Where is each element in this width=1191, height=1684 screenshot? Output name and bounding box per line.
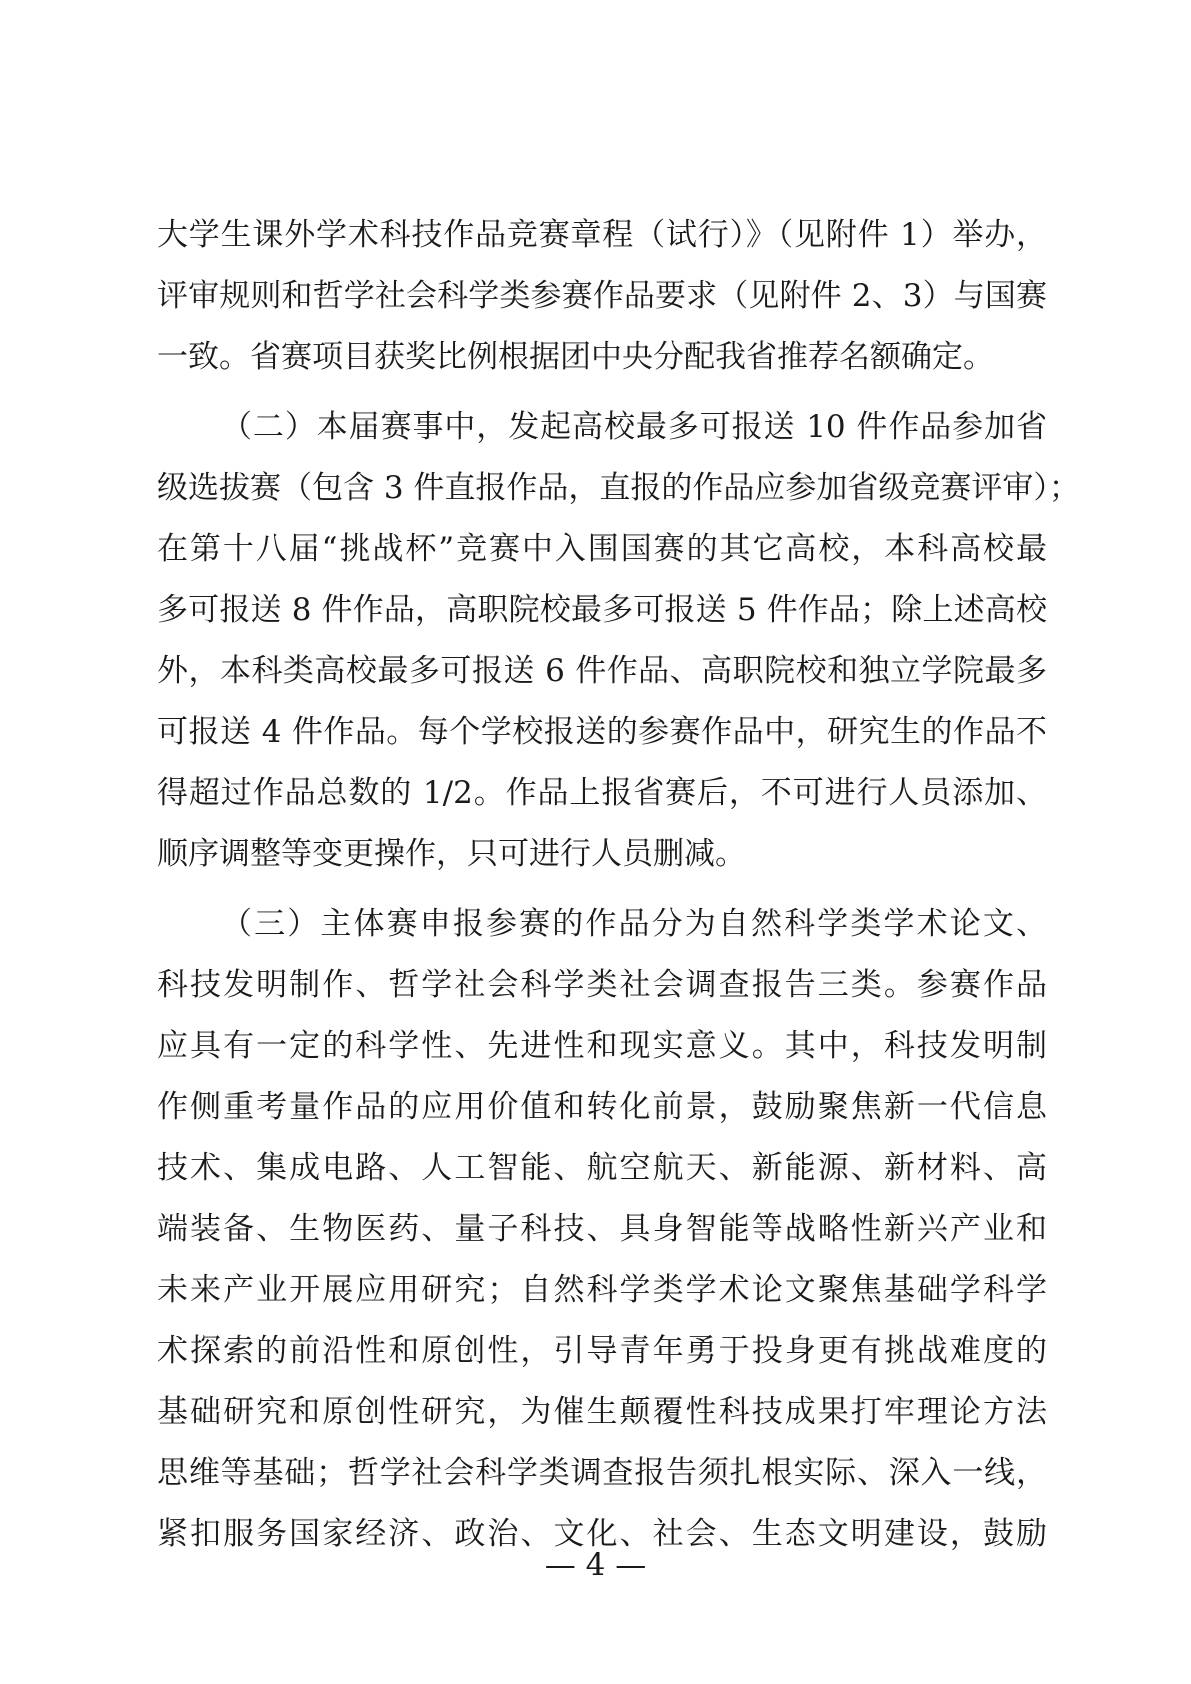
text-line: 技术、集成电路、人工智能、航空航天、新能源、新材料、高 <box>157 1150 1047 1186</box>
text-line: 基础研究和原创性研究，为催生颠覆性科技成果打牢理论方法 <box>157 1394 1047 1430</box>
text-line: 级选拔赛（包含 3 件直报作品，直报的作品应参加省级竞赛评审）； <box>157 470 1080 506</box>
text-line: 外，本科类高校最多可报送 6 件作品、高职院校和独立学院最多 <box>157 653 1047 689</box>
text-line: 多可报送 8 件作品，高职院校最多可报送 5 件作品；除上述高校 <box>157 592 1047 628</box>
text-line: 端装备、生物医药、量子科技、具身智能等战略性新兴产业和 <box>157 1211 1047 1247</box>
text-line: （三）主体赛申报参赛的作品分为自然科学类学术论文、 <box>221 906 1047 942</box>
text-line: 思维等基础；哲学社会科学类调查报告须扎根实际、深入一线， <box>157 1455 1047 1491</box>
text-line: 紧扣服务国家经济、政治、文化、社会、生态文明建设，鼓励 <box>157 1516 1047 1552</box>
page-number: — 4 — <box>544 1547 647 1583</box>
text-line: 得超过作品总数的 1/2。作品上报省赛后，不可进行人员添加、 <box>157 775 1047 811</box>
text-line: 评审规则和哲学社会科学类参赛作品要求（见附件 2、3）与国赛 <box>157 278 1047 314</box>
text-line: （二）本届赛事中，发起高校最多可报送 10 件作品参加省 <box>221 409 1047 445</box>
paragraph-2 <box>157 397 1080 885</box>
paragraph-3 <box>157 894 1047 1565</box>
text-line: 术探索的前沿性和原创性，引导青年勇于投身更有挑战难度的 <box>157 1333 1047 1369</box>
text-line: 可报送 4 件作品。每个学校报送的参赛作品中，研究生的作品不 <box>157 714 1047 750</box>
text-line: 一致。省赛项目获奖比例根据团中央分配我省推荐名额确定。 <box>157 339 994 375</box>
body-text <box>157 205 1080 1565</box>
text-line: 在第十八届“挑战杯”竞赛中入围国赛的其它高校，本科高校最 <box>157 531 1047 567</box>
text-line: 大学生课外学术科技作品竞赛章程（试行）》（见附件 1）举办， <box>157 217 1047 253</box>
text-line: 顺序调整等变更操作，只可进行人员删减。 <box>157 836 746 872</box>
text-line: 应具有一定的科学性、先进性和现实意义。其中，科技发明制 <box>157 1028 1047 1064</box>
text-line: 科技发明制作、哲学社会科学类社会调查报告三类。参赛作品 <box>157 967 1047 1003</box>
text-line: 作侧重考量作品的应用价值和转化前景，鼓励聚焦新一代信息 <box>157 1089 1047 1125</box>
text-line: 未来产业开展应用研究；自然科学类学术论文聚焦基础学科学 <box>157 1272 1047 1308</box>
paragraph-1 <box>157 205 1047 388</box>
